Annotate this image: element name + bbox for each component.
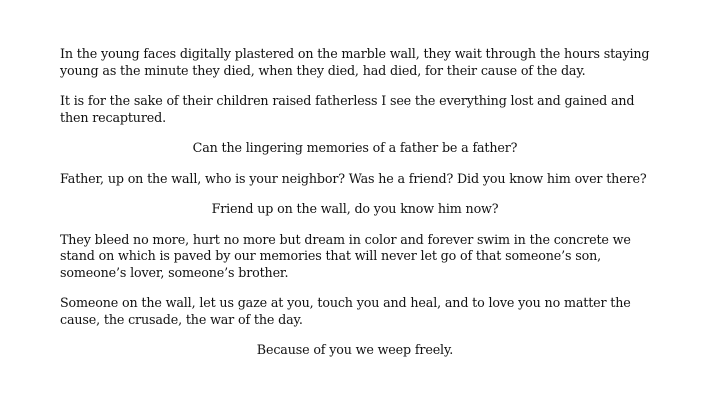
paragraph-father-neighbor: Father, up on the wall, who is your neighbor? Was he a friend? Did you know him over there? (60, 170, 647, 186)
paragraph-marble-wall: In the young faces digitally plastered on the marble wall, they wait through the hours staying young as the minute they died, when they died, had died, for their cause of the day. (60, 46, 650, 78)
paragraph-weep-freely: Because of you we weep freely. (256, 342, 454, 357)
paragraph-someone-on-wall: Someone on the wall, let us gaze at you, touch you and heal, and to love you no matter the cause, the crusade, the war of the day. (60, 295, 631, 327)
paragraph-lingering-memories: Can the lingering memories of a father be a father? (192, 140, 518, 155)
paragraph-friend-on-wall: Friend up on the wall, do you know him now? (211, 201, 499, 216)
paragraph-bleed-no-more: They bleed no more, hurt no more but dream in color and forever swim in the concrete we stand on which is paved by our memories that will never let go of that someone’s son, someone’s lover, someone’s brother. (60, 231, 631, 280)
poem-text (60, 46, 650, 374)
paragraph-children-fatherless: It is for the sake of their children raised fatherless I see the everything lost and gained and then recaptured. (60, 93, 635, 125)
